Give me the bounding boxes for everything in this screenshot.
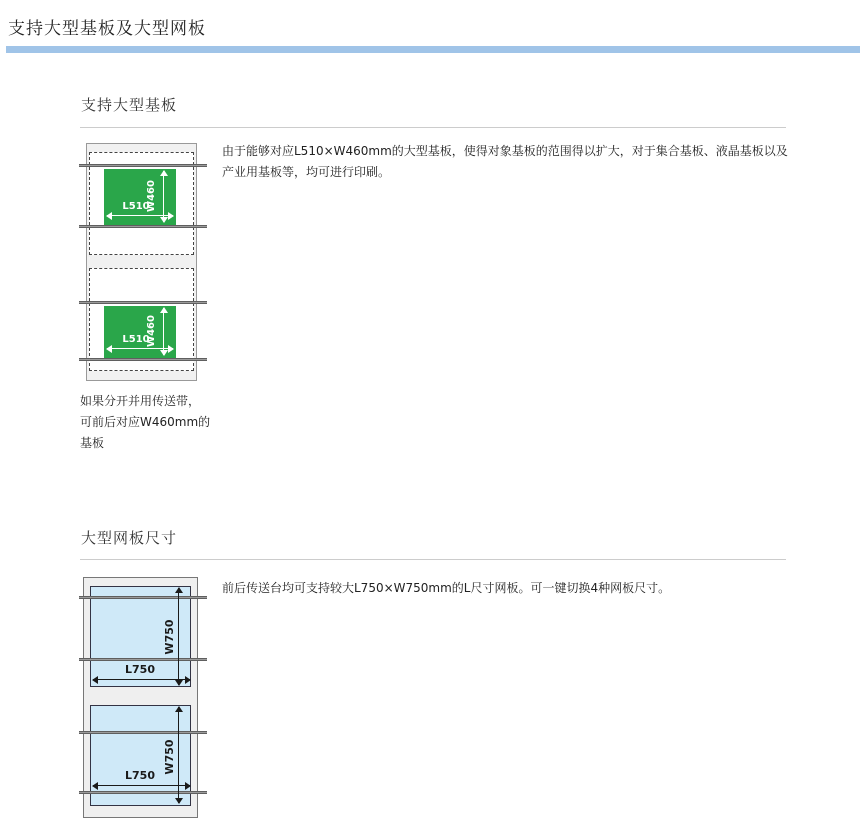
substrate-board-front [104, 169, 176, 225]
substrate-board-rear [104, 306, 176, 358]
length-arrow [107, 348, 173, 349]
length-dimension-label: L510 [122, 201, 150, 212]
width-dimension-label: W750 [163, 739, 176, 775]
page-title: 支持大型基板及大型网板 [8, 19, 206, 39]
conveyor-rail [79, 164, 207, 167]
section2-body: 前后传送台均可支持较大L750×W750mm的L尺寸网板。可一键切换4种网板尺寸。 [222, 581, 671, 595]
section1-heading: 支持大型基板 [81, 96, 178, 114]
length-dimension-label: L750 [125, 769, 155, 782]
length-dimension-label: L750 [125, 663, 155, 676]
conveyor-rail [79, 791, 207, 794]
section2-divider [80, 559, 786, 560]
accent-bar [6, 46, 860, 53]
width-arrow [178, 588, 179, 685]
width-dimension-label: W460 [146, 315, 157, 347]
stencil-diagram [78, 574, 208, 824]
caption-line: 如果分开并用传送带， [80, 394, 201, 408]
conveyor-rail [79, 731, 207, 734]
conveyor-rail [79, 225, 207, 228]
conveyor-rail [79, 301, 207, 304]
conveyor-rail [79, 596, 207, 599]
length-arrow [107, 215, 173, 216]
substrate-diagram [78, 140, 208, 386]
conveyor-rail [79, 358, 207, 361]
substrate-caption [80, 391, 240, 454]
width-dimension-label: W460 [146, 180, 157, 212]
length-dimension-label: L510 [122, 334, 150, 345]
length-arrow [93, 785, 190, 786]
width-dimension-label: W750 [163, 619, 176, 655]
conveyor-rail [79, 658, 207, 661]
section1-divider [80, 127, 786, 128]
width-arrow [178, 707, 179, 803]
caption-line: 可前后对应W460mm的 [80, 415, 211, 429]
section1-body: 由于能够对应L510×W460mm的大型基板，使得对象基板的范围得以扩大，对于集合基板、液晶基板以及产业用基板等，均可进行印刷。 [222, 144, 788, 179]
length-arrow [93, 679, 190, 680]
caption-line: 基板 [80, 436, 105, 450]
section2-heading: 大型网板尺寸 [81, 529, 178, 547]
